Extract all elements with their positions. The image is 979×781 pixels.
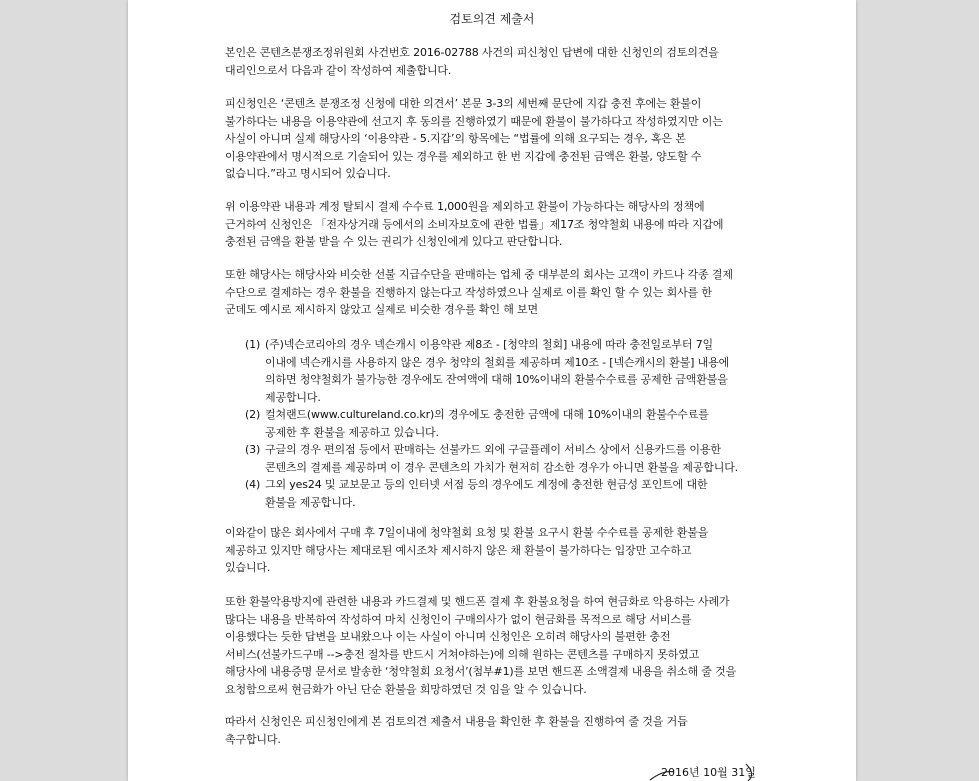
text-line: 불가하다는 내용을 이용약관에 선고지 후 동의를 진행하였기 때문에 환불이 불가하다고 작성하였지만 이는	[225, 114, 723, 128]
paragraph-conclusion	[225, 713, 785, 748]
text-line: 따라서 신청인은 피신청인에게 본 검토의견 제출서 내용을 확인한 후 환불을 진행하여 줄 것을 거듭	[225, 715, 688, 728]
text-line: 근거하여 신청인은 「전자상거래 등에서의 소비자보호에 관한 법률」제17조 청약철회 내용에 따라 지갑에	[225, 217, 724, 231]
text-line: 구글의 경우 편의점 등에서 판매하는 선불카드 외에 구글플레이 서비스 상에서 신용카드를 이용한	[265, 443, 721, 456]
list-number: (1)	[245, 338, 261, 351]
text-line: 충전된 금액을 환불 받을 수 있는 권리가 신청인에게 있다고 판단합니다.	[225, 235, 563, 248]
text-line: 컬쳐랜드(www.cultureland.co.kr)의 경우에도 충전한 금액에 대해 10%이내의 환불수수료를	[265, 408, 709, 421]
list-number: (4)	[245, 478, 261, 491]
text-line: (주)넥슨코리아의 경우 넥슨캐시 이용약관 제8조 - [청약의 철회] 내용에 따라 충전일로부터 7일	[265, 338, 714, 351]
text-line: 제공합니다.	[265, 390, 321, 404]
text-line: 해당사에 내용증명 문서로 발송한 ‘청약철회 요청서’(첨부#1)를 보면 핸드폰 소액결제 내용을 취소해 줄 것을	[225, 665, 737, 678]
text-line: 많다는 내용을 반복하여 작성하여 마치 신청인이 구매의사가 없이 현금화를 목적으로 해당 서비스를	[225, 612, 692, 626]
text-line: 이내에 넥슨캐시를 사용하지 않은 경우 청약의 철회를 제공하며 제10조 - [넥슨캐시의 환불] 내용에	[265, 355, 730, 369]
text-line: 제공하고 있지만 해당사는 제대로된 예시조차 제시하지 않은 채 환불이 불가하다는 입장만 고수하고	[225, 543, 692, 557]
paragraph-abuse-claim	[225, 593, 785, 698]
text-line: 수단으로 결제하는 경우 환불을 진행하지 않는다고 작성하였으나 실제로 이를 확인 할 수 있는 회사를 한	[225, 285, 712, 299]
text-line: 촉구합니다.	[225, 732, 281, 746]
document-date: 2016년 10월 31일	[661, 766, 756, 779]
text-line: 환불을 제공합니다.	[265, 495, 356, 509]
list-item	[245, 476, 785, 511]
list-number: (2)	[245, 408, 261, 421]
text-line: 대리인으로서 다음과 같이 작성하여 제출합니다.	[225, 63, 452, 77]
text-line: 또한 환불악용방지에 관련한 내용과 카드결제 및 핸드폰 결제 후 환불요청을 하여 현금화로 악용하는 사례가	[225, 595, 730, 608]
text-line: 사실이 아니며 실제 해당사의 ‘이용약관 - 5.지갑’의 항목에는 “법률에 의해 요구되는 경우, 혹은 본	[225, 132, 686, 145]
text-line: 의하면 청약철회가 불가능한 경우에도 잔여액에 대해 10%이내의 환불수수료를 공제한 금액환불을	[265, 373, 728, 386]
text-line: 이용약관에서 명시적으로 기술되어 있는 경우를 제외하고 한 번 지갑에 충전된 금액은 환불, 양도할 수	[225, 149, 702, 163]
list-item	[245, 336, 785, 406]
paragraph-industry-claim	[225, 266, 785, 319]
list-item	[245, 406, 785, 441]
text-line: 요청함으로써 현금화가 아닌 단순 환불을 희망하였던 것 임을 알 수 있습니다.	[225, 682, 587, 696]
text-line: 콘텐츠의 결제를 제공하며 이 경우 콘텐츠의 가치가 현저히 감소한 경우가 아니면 환불을 제공합니다.	[265, 460, 739, 474]
document-page	[128, 0, 856, 781]
text-line: 없습니다.”라고 명시되어 있습니다.	[225, 167, 391, 180]
text-line: 또한 해당사는 해당사와 비슷한 선불 지급수단을 판매하는 업체 중 대부분의 회사는 고객이 카드나 각종 결제	[225, 268, 733, 281]
list-item	[245, 441, 785, 476]
text-line: 공제한 후 환불을 제공하고 있습니다.	[265, 425, 439, 439]
text-line: 군데도 예시로 제시하지 않았고 실제로 비슷한 경우를 확인 해 보면	[225, 303, 538, 316]
paragraph-refund-right	[225, 198, 785, 251]
text-line: 이와같이 많은 회사에서 구매 후 7일이내에 청약철회 요청 및 환불 요구시 환불 수수료를 공제한 환불을	[225, 526, 709, 539]
paragraph-intro	[225, 44, 785, 79]
text-line: 있습니다.	[225, 561, 271, 574]
text-line: 피신청인은 ‘콘텐츠 분쟁조정 신청에 대한 의견서’ 본문 3-3의 세번째 문단에 지갑 충전 후에는 환불이	[225, 97, 702, 110]
paragraph-other-companies	[225, 524, 785, 577]
text-line: 이용했다는 듯한 답변을 보내왔으나 이는 사실이 아니며 신청인은 오히려 해당사의 불편한 충전	[225, 630, 671, 643]
examples-list	[245, 336, 785, 511]
paragraph-rebuttal-terms	[225, 95, 785, 183]
text-line: 그외 yes24 및 교보문고 등의 인터넷 서점 등의 경우에도 계정에 충전한 현금성 포인트에 대한	[265, 478, 708, 491]
text-line: 서비스(선불카드구매 -->충전 절차를 반드시 거쳐야하는)에 의해 원하는 콘텐츠를 구매하지 못하였고	[225, 647, 700, 661]
document-title: 검토의견 제출서	[449, 12, 535, 26]
text-line: 본인은 콘텐츠분쟁조정위원회 사건번호 2016-02788 사건의 피신청인 답변에 대한 신청인의 검토의견을	[225, 46, 719, 59]
list-number: (3)	[245, 443, 261, 456]
text-line: 위 이용약관 내용과 계정 탈퇴시 결제 수수료 1,000원을 제외하고 환불이 가능하다는 해당사의 정책에	[225, 200, 705, 213]
